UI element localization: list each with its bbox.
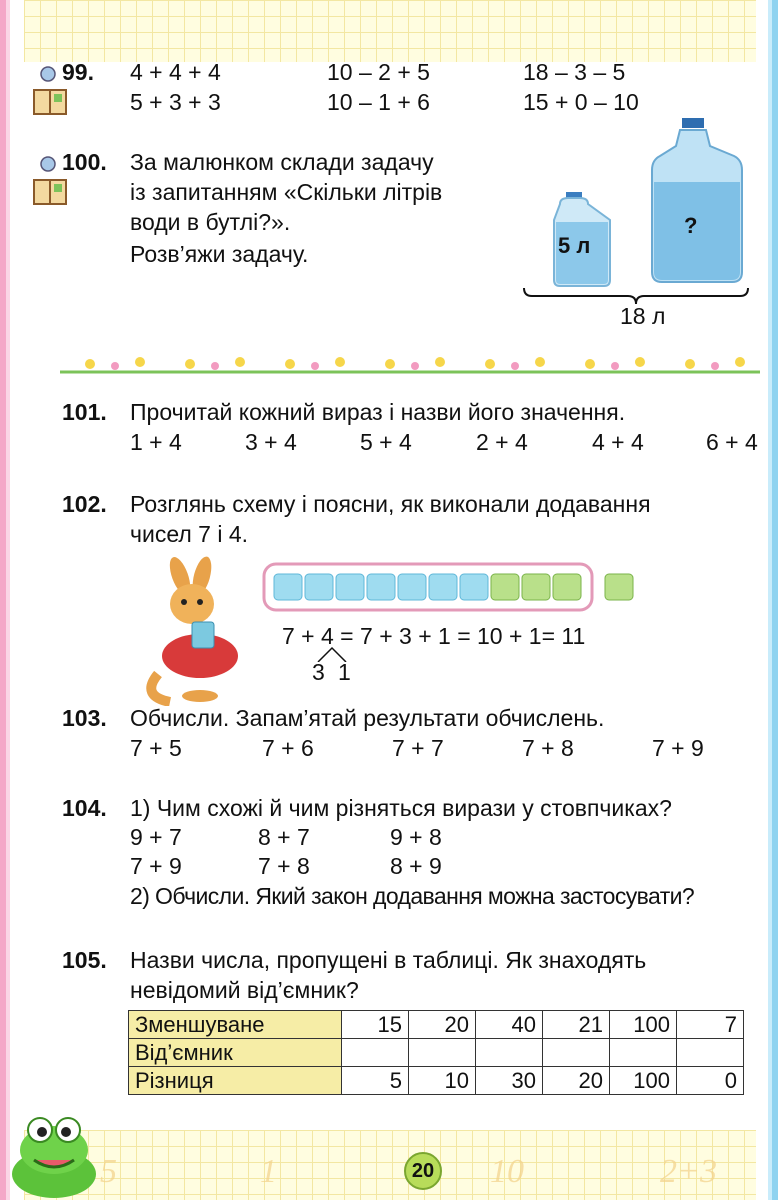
task-text: Прочитай кожний вираз і назви його значення. <box>130 399 626 425</box>
total-volume-label: 18 л <box>620 303 666 329</box>
table-cell <box>476 1039 543 1067</box>
table-row <box>129 1067 744 1095</box>
table-cell: 100 <box>610 1011 677 1039</box>
flower-divider <box>60 352 760 378</box>
expression: 4 + 4 <box>592 429 644 455</box>
large-bottle-label: ? <box>684 213 698 238</box>
kangaroo-illustration <box>140 556 250 706</box>
frog-icon <box>4 1104 104 1200</box>
expression: 7 + 8 <box>258 853 310 879</box>
table-cell <box>342 1039 409 1067</box>
question-2: 2) Обчисли. Який закон додавання можна застосувати? <box>130 883 695 909</box>
table-cell: 15 <box>342 1011 409 1039</box>
exercise-number-99: 99. <box>62 59 94 85</box>
question-1: 1) Чим схожі й чим різняться вирази у стовпчиках? <box>130 795 672 821</box>
top-grid-background <box>24 0 756 62</box>
left-decorative-border <box>0 0 24 1200</box>
table-cell: 40 <box>476 1011 543 1039</box>
page-number: 20 <box>404 1152 442 1190</box>
expression: 6 + 4 <box>706 429 758 455</box>
table-cell <box>543 1039 610 1067</box>
expression: 10 – 1 + 6 <box>327 89 430 115</box>
split-part: 1 <box>338 659 351 685</box>
expression: 8 + 9 <box>390 853 442 879</box>
split-part: 3 <box>312 659 325 685</box>
expression: 7 + 8 <box>522 735 574 761</box>
expression: 5 + 4 <box>360 429 412 455</box>
right-decorative-border <box>756 0 778 1200</box>
svg-text:5: 5 <box>100 1153 117 1190</box>
water-bottles-illustration <box>520 112 752 328</box>
expression: 18 – 3 – 5 <box>523 59 626 85</box>
task-text-line: Розв’яжи задачу. <box>130 241 309 267</box>
table-cell: 20 <box>543 1067 610 1095</box>
exercise-number-105: 105. <box>62 947 107 973</box>
expression: 7 + 9 <box>652 735 704 761</box>
task-text-line: Назви числа, пропущені в таблиці. Як знаходять <box>130 947 647 973</box>
table-cell <box>677 1039 744 1067</box>
row-label: Від’ємник <box>129 1039 342 1067</box>
table-cell <box>409 1039 476 1067</box>
expression: 1 + 4 <box>130 429 182 455</box>
table-cell: 0 <box>677 1067 744 1095</box>
table-cell: 30 <box>476 1067 543 1095</box>
subtraction-table <box>128 1010 744 1095</box>
table-cell: 5 <box>342 1067 409 1095</box>
svg-text:10: 10 <box>490 1153 524 1190</box>
task-text-line: із запитанням «Скільки літрів <box>130 179 443 205</box>
exercise-number-103: 103. <box>62 705 107 731</box>
table-cell: 21 <box>543 1011 610 1039</box>
exercise-number-104: 104. <box>62 795 107 821</box>
expression: 2 + 4 <box>476 429 528 455</box>
small-bottle-label: 5 л <box>558 233 591 258</box>
table-row <box>129 1011 744 1039</box>
expression: 9 + 7 <box>130 824 182 850</box>
expression: 8 + 7 <box>258 824 310 850</box>
table-cell <box>610 1039 677 1067</box>
task-text-line: невідомий від’ємник? <box>130 977 359 1003</box>
task-text-line: води в бутлі?». <box>130 209 291 235</box>
table-row <box>129 1039 744 1067</box>
equation: 7 + 4 = 7 + 3 + 1 = 10 + 1= 11 <box>282 623 586 649</box>
expression: 7 + 5 <box>130 735 182 761</box>
table-cell: 10 <box>409 1067 476 1095</box>
svg-text:2+3: 2+3 <box>660 1153 717 1190</box>
expression: 7 + 7 <box>392 735 444 761</box>
table-cell: 100 <box>610 1067 677 1095</box>
cube-row <box>274 574 633 600</box>
cube-scheme <box>262 562 642 614</box>
expression: 7 + 9 <box>130 853 182 879</box>
exercise-number-102: 102. <box>62 491 107 517</box>
row-label: Зменшуване <box>129 1011 342 1039</box>
exercise-number-101: 101. <box>62 399 107 425</box>
task-text-line: За малюнком склади задачу <box>130 149 434 175</box>
expression: 7 + 6 <box>262 735 314 761</box>
task-text-line: чисел 7 і 4. <box>130 521 249 547</box>
svg-text:1: 1 <box>260 1153 277 1190</box>
exercise-number-100: 100. <box>62 149 107 175</box>
table-cell: 20 <box>409 1011 476 1039</box>
expression: 9 + 8 <box>390 824 442 850</box>
table-cell: 7 <box>677 1011 744 1039</box>
expression: 10 – 2 + 5 <box>327 59 430 85</box>
expression: 15 + 0 – 10 <box>523 89 639 115</box>
expression: 4 + 4 + 4 <box>130 59 221 85</box>
row-label: Різниця <box>129 1067 342 1095</box>
large-bottle-icon <box>652 118 742 282</box>
expression: 5 + 3 + 3 <box>130 89 221 115</box>
expression: 3 + 4 <box>245 429 297 455</box>
task-text: Обчисли. Запам’ятай результати обчислень. <box>130 705 605 731</box>
task-text-line: Розглянь схему і поясни, як виконали додавання <box>130 491 651 517</box>
